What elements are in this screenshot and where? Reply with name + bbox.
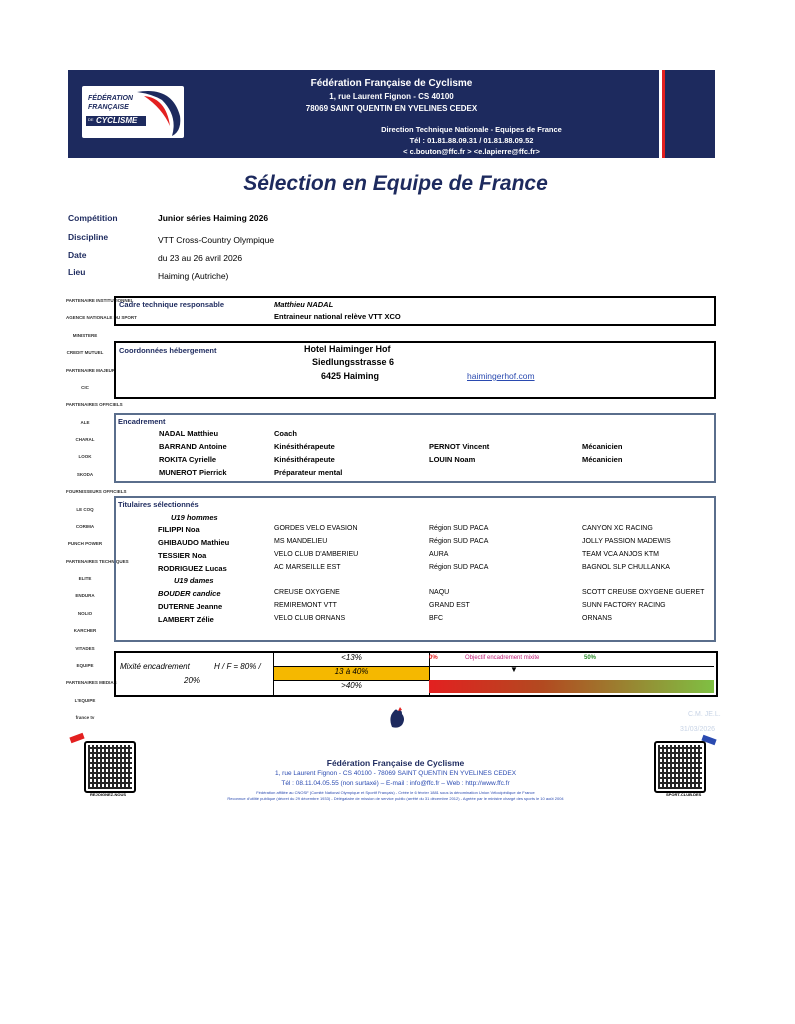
sponsor-logo: NOLIO xyxy=(77,610,93,616)
objective-label: Objectif encadrement mixite xyxy=(465,655,540,661)
enc-role: Préparateur mental xyxy=(274,468,343,477)
sponsor-logo: L'EQUIPE xyxy=(74,697,96,703)
date-label: Date xyxy=(68,250,87,260)
sponsor-logo: CORIMA xyxy=(75,523,95,529)
hebergement-label: Coordonnées hébergement xyxy=(119,346,217,355)
footer-legal2: Reconnue d'utilité publique (décret du 29 décembre 1933) - Délégataire de mission de service public (arrêté du 31 décembre 2012) - Agréée par le ministre chargé des sports le 10 août 2004 xyxy=(227,796,564,801)
athlete-name: LAMBERT Zélie xyxy=(158,615,214,624)
scale-low: <13% xyxy=(274,653,429,667)
group-u19-dames: U19 dames xyxy=(174,576,214,585)
sponsor-logo: FOURNISSEURS OFFICIELS xyxy=(66,489,127,495)
sponsor-logo: CHARAL xyxy=(75,437,95,442)
athlete-club: REMIREMONT VTT xyxy=(274,602,337,609)
athlete-region: AURA xyxy=(429,551,449,558)
sponsor-logo: KARCHER xyxy=(73,628,97,634)
enc-role: Coach xyxy=(274,429,297,438)
sponsor-logo: LOOK xyxy=(78,454,92,460)
hebergement-box xyxy=(114,341,716,399)
pct-50: 50% xyxy=(584,655,597,661)
hand-icon xyxy=(69,733,84,743)
athlete-club: VELO CLUB ORNANS xyxy=(274,615,346,622)
enc-name: BARRAND Antoine xyxy=(159,442,227,451)
mixite-gradient-bar xyxy=(429,680,714,693)
enc-role2: Mécanicien xyxy=(582,442,623,451)
competition-value: Junior séries Haiming 2026 xyxy=(158,213,269,223)
athlete-team: CANYON XC RACING xyxy=(582,525,653,532)
hotel-name: Hotel Haiminger Hof xyxy=(304,344,391,354)
sponsor-logo: ELITE xyxy=(78,576,92,581)
athlete-club: CREUSE OXYGENE xyxy=(274,589,340,596)
enc-role: Kinésithérapeute xyxy=(274,442,335,451)
sponsor-logo: MINISTERE xyxy=(72,332,98,338)
qr-left-label: REJOIGNEZ-NOUS xyxy=(90,792,127,797)
competition-label: Compétition xyxy=(68,213,118,223)
sponsor-logo: ENDURA xyxy=(75,593,95,599)
logo-text: FÉDÉRATION xyxy=(88,95,133,102)
athlete-club: GORDES VELO EVASION xyxy=(274,525,358,532)
sponsor-logo: CREDIT MUTUEL xyxy=(66,350,104,356)
header-tel: Tél : 01.81.88.09.31 / 01.81.88.09.52 xyxy=(409,136,534,145)
cadre-role: Entraineur national relève VTT XCO xyxy=(274,312,401,321)
mixite-marker-icon: ▼ xyxy=(510,665,518,674)
watermark-initials: C.M. JE.L. xyxy=(688,711,721,718)
discipline-label: Discipline xyxy=(68,232,109,242)
athlete-club: MS MANDELIEU xyxy=(274,538,328,545)
sponsor-logo: PARTENAIRE INSTITUTIONNEL xyxy=(66,298,134,303)
lieu-value: Haiming (Autriche) xyxy=(158,271,229,281)
qr-right-label: SPORT-CLUB.DES xyxy=(666,792,702,797)
athlete-team: JOLLY PASSION MADEWIS xyxy=(582,538,671,545)
encadrement-label: Encadrement xyxy=(118,417,166,426)
sponsor-logo: france tv xyxy=(75,715,95,720)
sponsor-logo: PARTENAIRE MAJEUR xyxy=(66,367,116,373)
footer-legal1: Fédération affiliée au CNOSF (Comité National Olympique et Sportif Français) - Créée le 6 février 1881 sous la dénomination Union Vélocipédique de France xyxy=(256,790,535,795)
sponsor-logo: VITADES xyxy=(75,645,95,651)
divider xyxy=(429,666,714,667)
titulaires-label: Titulaires sélectionnés xyxy=(118,500,199,509)
lieu-label: Lieu xyxy=(68,267,86,277)
enc-name: MUNEROT Pierrick xyxy=(159,468,227,477)
athlete-team: TEAM VCA ANJOS KTM xyxy=(582,551,660,558)
logo-text: CYCLISME xyxy=(96,116,138,125)
mixite-box xyxy=(114,651,718,697)
ffc-logo xyxy=(82,86,184,138)
titulaires-box xyxy=(114,496,716,642)
athlete-team: SUNN FACTORY RACING xyxy=(582,602,666,609)
athlete-club: VELO CLUB D'AMBERIEU xyxy=(274,551,359,558)
enc-role2: Mécanicien xyxy=(582,455,623,464)
hotel-link[interactable]: haimingerhof.com xyxy=(467,371,535,381)
scale-mid: 13 à 40% xyxy=(274,667,429,681)
mixite-ratio2: 20% xyxy=(184,676,201,685)
sponsor-logo: PARTENAIRES OFFICIELS xyxy=(66,402,123,408)
enc-name2: PERNOT Vincent xyxy=(429,442,490,451)
sponsor-logo: CIC xyxy=(81,384,89,390)
header-dept: Direction Technique Nationale - Equipes de France xyxy=(381,125,562,134)
athlete-name: RODRIGUEZ Lucas xyxy=(158,564,227,573)
logo-text: FRANÇAISE xyxy=(88,104,129,111)
cadre-box xyxy=(114,296,716,326)
sponsor-logo: PARTENAIRES MEDIAS xyxy=(66,680,117,686)
sponsor-logo: EQUIPE xyxy=(76,662,94,668)
footer-org: Fédération Française de Cyclisme xyxy=(326,758,465,768)
mixite-ratio: H / F = 80% / xyxy=(214,662,261,671)
encadrement-box xyxy=(114,413,716,483)
hotel-city: 6425 Haiming xyxy=(321,371,380,381)
athlete-club: AC MARSEILLE EST xyxy=(274,564,341,571)
hotel-street: Siedlungsstrasse 6 xyxy=(312,357,395,367)
athlete-region: Région SUD PACA xyxy=(429,564,489,571)
sponsor-logo: LE COQ xyxy=(76,506,94,512)
enc-name2: LOUIN Noam xyxy=(429,455,476,464)
header-address1: 1, rue Laurent Fignon - CS 40100 xyxy=(329,92,454,101)
athlete-team: ORNANS xyxy=(582,615,612,622)
enc-name: NADAL Matthieu xyxy=(159,429,219,438)
sponsor-logo: AGENCE NATIONALE DU SPORT xyxy=(66,315,137,321)
athlete-region: NAQU xyxy=(429,589,450,596)
athlete-name: FILIPPI Noa xyxy=(158,525,200,534)
sponsor-logo: PUNCH POWER xyxy=(67,541,103,547)
athlete-name: DUTERNE Jeanne xyxy=(158,602,223,611)
footer-contact: Tél : 08.11.04.05.55 (non surtaxé) – E-mail : info@ffc.fr – Web : http://www.ffc.fr xyxy=(281,780,510,787)
sponsor-logo: ALE xyxy=(80,419,90,425)
athlete-region: Région SUD PACA xyxy=(429,525,489,532)
header-address2: 78069 SAINT QUENTIN EN YVELINES CEDEX xyxy=(305,104,478,113)
date-value: du 23 au 26 avril 2026 xyxy=(158,253,243,263)
cadre-name: Matthieu NADAL xyxy=(274,300,334,309)
mixite-scale xyxy=(273,653,430,695)
sponsor-logo: PARTENAIRES TECHNIQUES xyxy=(66,558,129,564)
athlete-team: SCOTT CREUSE OXYGENE GUERET xyxy=(582,589,705,596)
cadre-label: Cadre technique responsable xyxy=(119,300,225,309)
athlete-team: BAGNOL SLP CHULLANKA xyxy=(582,564,670,571)
header-emails: < c.bouton@ffc.fr > <e.lapierre@ffc.fr> xyxy=(403,147,540,156)
enc-role: Kinésithérapeute xyxy=(274,455,335,464)
watermark-date: 31/03/2026 xyxy=(680,726,716,733)
athlete-name: GHIBAUDO Mathieu xyxy=(158,538,230,547)
athlete-name: BOUDER candice xyxy=(158,589,221,598)
athlete-region: Région SUD PACA xyxy=(429,538,489,545)
pct-0: 0% xyxy=(429,655,438,661)
athlete-name: TESSIER Noa xyxy=(158,551,207,560)
sponsor-logo: SKODA xyxy=(76,471,94,477)
logo-text: DE xyxy=(88,117,94,122)
enc-name: ROKITA Cyrielle xyxy=(159,455,217,464)
scale-high: >40% xyxy=(341,681,362,690)
header-org: Fédération Française de Cyclisme xyxy=(310,78,473,89)
rooster-icon xyxy=(384,705,410,731)
discipline-value: VTT Cross-Country Olympique xyxy=(158,235,275,245)
flag-stripe xyxy=(662,70,665,158)
mixite-label: Mixité encadrement xyxy=(120,662,190,671)
athlete-region: BFC xyxy=(429,615,443,622)
page-title: Sélection en Equipe de France xyxy=(243,172,548,195)
footer-address: 1, rue Laurent Fignon - CS 40100 - 78069 SAINT QUENTIN EN YVELINES CEDEX xyxy=(274,770,517,777)
athlete-region: GRAND EST xyxy=(429,602,470,609)
group-u19-hommes: U19 hommes xyxy=(171,513,218,522)
